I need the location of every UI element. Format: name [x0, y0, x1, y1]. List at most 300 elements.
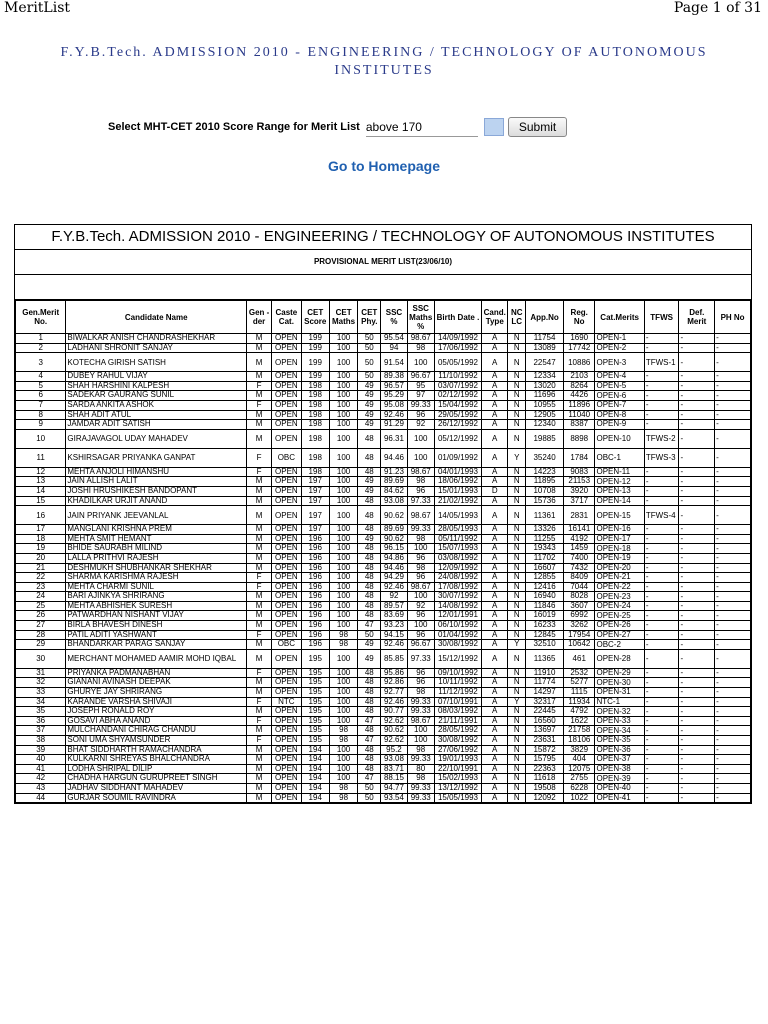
table-cell: OPEN-41 [595, 793, 644, 803]
dropdown-arrow-icon[interactable] [484, 118, 504, 136]
table-cell: A [482, 496, 508, 506]
table-cell: M [246, 496, 271, 506]
table-cell: F [246, 467, 271, 477]
table-cell: 8409 [563, 573, 594, 583]
table-cell: 89.38 [381, 372, 407, 382]
table-cell: N [508, 400, 526, 410]
table-cell: - [679, 736, 715, 746]
table-cell: 197 [301, 486, 329, 496]
table-row [16, 678, 751, 688]
table-cell: OPEN-32 [595, 707, 644, 717]
table-cell: 100 [329, 745, 357, 755]
table-cell: - [679, 716, 715, 726]
table-cell: 22363 [526, 764, 564, 774]
table-cell: SHARMA KARISHMA RAJESH [66, 573, 247, 583]
table-cell: 100 [329, 467, 357, 477]
table-cell: 83.71 [381, 764, 407, 774]
table-cell: 98 [329, 793, 357, 803]
table-row [16, 563, 751, 573]
table-cell: 194 [301, 793, 329, 803]
table-cell: OPEN-22 [595, 582, 644, 592]
table-cell: - [715, 429, 751, 448]
table-cell: TFWS-1 [644, 353, 679, 372]
table-cell: 100 [407, 448, 434, 467]
table-cell: A [482, 716, 508, 726]
table-cell: OPEN-25 [595, 611, 644, 621]
table-cell: 31 [16, 668, 66, 678]
table-cell: JADHAV SIDDHANT MAHADEV [66, 783, 247, 793]
table-cell: N [508, 793, 526, 803]
table-cell: 49 [358, 640, 381, 650]
table-cell: OPEN-38 [595, 764, 644, 774]
table-cell: - [679, 630, 715, 640]
table-cell: - [644, 525, 679, 535]
table-cell: - [644, 334, 679, 344]
table-cell: 15872 [526, 745, 564, 755]
table-cell: 195 [301, 688, 329, 698]
table-cell: 5277 [563, 678, 594, 688]
table-cell: D [482, 486, 508, 496]
table-cell: 49 [358, 391, 381, 401]
table-cell: - [679, 410, 715, 420]
table-cell: N [508, 726, 526, 736]
table-cell: OPEN [272, 582, 301, 592]
table-cell: - [715, 774, 751, 784]
homepage-link[interactable]: Go to Homepage [327, 158, 440, 174]
table-cell: F [246, 630, 271, 640]
table-cell: 197 [301, 506, 329, 525]
table-cell: 15736 [526, 496, 564, 506]
table-cell: F [246, 716, 271, 726]
table-cell: - [679, 525, 715, 535]
table-cell: - [715, 630, 751, 640]
table-cell: 99.33 [407, 400, 434, 410]
table-cell: N [508, 429, 526, 448]
column-header: CET Maths [329, 301, 357, 334]
table-cell: 48 [358, 726, 381, 736]
table-cell: M [246, 611, 271, 621]
table-cell: 11696 [526, 391, 564, 401]
table-cell: A [482, 448, 508, 467]
table-cell: 15/01/1993 [434, 486, 481, 496]
table-cell: 16 [16, 506, 66, 525]
table-cell: N [508, 649, 526, 668]
table-cell: A [482, 621, 508, 631]
table-cell: 100 [329, 601, 357, 611]
table-cell: 10955 [526, 400, 564, 410]
table-cell: 42 [16, 774, 66, 784]
table-cell: - [679, 592, 715, 602]
table-cell: A [482, 429, 508, 448]
table-cell: A [482, 506, 508, 525]
table-cell: - [679, 621, 715, 631]
table-cell: 98.67 [407, 467, 434, 477]
table-cell: OPEN-15 [595, 506, 644, 525]
table-cell: 8387 [563, 420, 594, 430]
table-cell: 8 [16, 410, 66, 420]
table-cell: 15/12/1992 [434, 649, 481, 668]
table-cell: 8898 [563, 429, 594, 448]
table-cell: 5 [16, 381, 66, 391]
table-cell: A [482, 774, 508, 784]
table-cell: - [715, 726, 751, 736]
table-cell: 05/11/1992 [434, 534, 481, 544]
table-row [16, 477, 751, 487]
table-cell: N [508, 716, 526, 726]
table-cell: - [715, 621, 751, 631]
table-cell: JOSHI HRUSHIKESH BANDOPANT [66, 486, 247, 496]
table-cell: 196 [301, 630, 329, 640]
table-cell: 48 [358, 678, 381, 688]
submit-button[interactable]: Submit [508, 117, 567, 137]
table-cell: 48 [358, 764, 381, 774]
table-cell: - [644, 582, 679, 592]
table-cell: OPEN-2 [595, 343, 644, 353]
table-cell: 91.23 [381, 467, 407, 477]
table-row [16, 621, 751, 631]
table-cell: OPEN-16 [595, 525, 644, 535]
table-cell: - [715, 697, 751, 707]
table-cell: 198 [301, 391, 329, 401]
table-cell: - [715, 573, 751, 583]
table-cell: 1022 [563, 793, 594, 803]
table-cell: 98 [407, 688, 434, 698]
table-cell: 17742 [563, 343, 594, 353]
table-cell: - [644, 391, 679, 401]
table-cell: 11774 [526, 678, 564, 688]
table-cell: Y [508, 448, 526, 467]
table-row [16, 697, 751, 707]
table-cell: 6228 [563, 783, 594, 793]
table-cell: 100 [329, 477, 357, 487]
table-cell: OPEN-7 [595, 400, 644, 410]
table-cell: 100 [329, 381, 357, 391]
table-cell: OPEN [272, 621, 301, 631]
table-cell: OPEN [272, 736, 301, 746]
table-cell: 197 [301, 496, 329, 506]
table-cell: 01/04/1992 [434, 630, 481, 640]
table-cell: - [679, 582, 715, 592]
table-cell: M [246, 534, 271, 544]
table-cell: 194 [301, 783, 329, 793]
table-row [16, 496, 751, 506]
table-cell: 48 [358, 688, 381, 698]
table-cell: 196 [301, 640, 329, 650]
table-cell: 48 [358, 611, 381, 621]
table-cell: - [679, 486, 715, 496]
table-cell: A [482, 467, 508, 477]
table-cell: 91.29 [381, 420, 407, 430]
table-cell: 100 [329, 553, 357, 563]
table-cell: - [715, 640, 751, 650]
table-cell: 12334 [526, 372, 564, 382]
table-cell: 100 [329, 678, 357, 688]
table-cell: 99.33 [407, 793, 434, 803]
score-range-select[interactable]: above 170 [366, 118, 478, 137]
table-cell: GHURYE JAY SHRIRANG [66, 688, 247, 698]
table-row [16, 783, 751, 793]
table-cell: 97 [407, 391, 434, 401]
column-header: Birth Date . [434, 301, 481, 334]
table-cell: OPEN-23 [595, 592, 644, 602]
table-cell: - [715, 486, 751, 496]
table-cell: 83.69 [381, 611, 407, 621]
column-header: App.No [526, 301, 564, 334]
table-cell: N [508, 391, 526, 401]
table-cell: - [679, 448, 715, 467]
column-header: Cand. Type [482, 301, 508, 334]
table-cell: F [246, 668, 271, 678]
table-cell: 196 [301, 592, 329, 602]
merit-list-table [15, 300, 751, 803]
table-cell: 11361 [526, 506, 564, 525]
table-cell: 90.77 [381, 707, 407, 717]
table-cell: A [482, 649, 508, 668]
table-cell: OPEN [272, 525, 301, 535]
table-cell: - [679, 755, 715, 765]
table-cell: - [679, 353, 715, 372]
table-cell: 8264 [563, 381, 594, 391]
table-cell: 7 [16, 400, 66, 410]
table-cell: - [715, 400, 751, 410]
table-cell: 48 [358, 525, 381, 535]
table-cell: N [508, 410, 526, 420]
table-cell: 11255 [526, 534, 564, 544]
table-cell: 100 [329, 448, 357, 467]
table-cell: - [715, 391, 751, 401]
table-cell: 195 [301, 649, 329, 668]
table-cell: 21/11/1991 [434, 716, 481, 726]
table-cell: - [715, 688, 751, 698]
table-cell: 23631 [526, 736, 564, 746]
table-cell: 198 [301, 467, 329, 477]
table-cell: 18/06/1992 [434, 477, 481, 487]
table-cell: 100 [329, 563, 357, 573]
column-header: Gen.Merit No. [16, 301, 66, 334]
table-cell: - [715, 353, 751, 372]
table-cell: 100 [329, 525, 357, 535]
table-cell: - [679, 343, 715, 353]
table-cell: 03/07/1992 [434, 381, 481, 391]
table-cell: 50 [358, 372, 381, 382]
table-row [16, 774, 751, 784]
table-cell: - [644, 477, 679, 487]
table-cell: N [508, 688, 526, 698]
table-cell: A [482, 477, 508, 487]
table-cell: 80 [407, 764, 434, 774]
table-cell: - [644, 764, 679, 774]
table-cell: LALLA PRITHVI RAJESH [66, 553, 247, 563]
table-cell: - [644, 496, 679, 506]
table-cell: 93.23 [381, 621, 407, 631]
table-cell: OPEN-14 [595, 496, 644, 506]
column-header: Caste Cat. [272, 301, 301, 334]
table-cell: - [715, 448, 751, 467]
table-cell: - [644, 592, 679, 602]
table-cell: 100 [329, 534, 357, 544]
table-cell: 6992 [563, 611, 594, 621]
table-cell: 1690 [563, 334, 594, 344]
table-cell: OPEN [272, 726, 301, 736]
table-cell: 1 [16, 334, 66, 344]
table-cell: 92 [381, 592, 407, 602]
table-cell: 95.86 [381, 668, 407, 678]
table-cell: A [482, 334, 508, 344]
table-row [16, 668, 751, 678]
table-cell: 198 [301, 429, 329, 448]
table-cell: N [508, 372, 526, 382]
table-cell: - [679, 496, 715, 506]
table-cell: 13/12/1992 [434, 783, 481, 793]
table-cell: 14 [16, 486, 66, 496]
table-cell: - [644, 573, 679, 583]
table-cell: - [715, 334, 751, 344]
table-cell: OPEN-31 [595, 688, 644, 698]
table-cell: 2831 [563, 506, 594, 525]
table-cell: BHANDARKAR PARAG SANJAY [66, 640, 247, 650]
table-cell: OPEN [272, 563, 301, 573]
table-cell: 10 [16, 429, 66, 448]
table-cell: 20 [16, 553, 66, 563]
table-cell: 199 [301, 372, 329, 382]
table-row [16, 582, 751, 592]
table-cell: 05/05/1992 [434, 353, 481, 372]
table-cell: - [644, 372, 679, 382]
table-cell: - [644, 783, 679, 793]
table-cell: 92.46 [381, 582, 407, 592]
table-cell: OPEN-33 [595, 716, 644, 726]
table-cell: 98 [329, 726, 357, 736]
table-cell: 32 [16, 678, 66, 688]
table-cell: - [679, 688, 715, 698]
table-cell: 98 [407, 745, 434, 755]
table-cell: - [644, 630, 679, 640]
table-cell: A [482, 410, 508, 420]
table-spacer [15, 275, 751, 300]
merit-list-table-container [14, 224, 752, 804]
table-cell: - [644, 745, 679, 755]
column-header: Reg. No [563, 301, 594, 334]
table-cell: 37 [16, 726, 66, 736]
table-cell: BARI AJINKYA SHRIRANG [66, 592, 247, 602]
table-cell: A [482, 563, 508, 573]
table-cell: OPEN-37 [595, 755, 644, 765]
table-cell: - [679, 429, 715, 448]
table-cell: 4 [16, 372, 66, 382]
table-cell: - [715, 707, 751, 717]
table-cell: M [246, 563, 271, 573]
table-cell: 199 [301, 334, 329, 344]
table-cell: - [644, 381, 679, 391]
table-cell: OPEN-8 [595, 410, 644, 420]
table-cell: 92 [407, 420, 434, 430]
table-cell: 96 [407, 573, 434, 583]
table-cell: OPEN [272, 496, 301, 506]
table-cell: A [482, 736, 508, 746]
table-cell: 50 [358, 630, 381, 640]
table-cell: 98 [407, 343, 434, 353]
table-cell: 28/05/1992 [434, 726, 481, 736]
table-cell: 30/07/1992 [434, 592, 481, 602]
table-cell: N [508, 506, 526, 525]
table-cell: 100 [407, 544, 434, 554]
table-cell: - [715, 343, 751, 353]
table-cell: N [508, 774, 526, 784]
table-cell: 22 [16, 573, 66, 583]
table-cell: M [246, 391, 271, 401]
table-cell: 07/10/1991 [434, 697, 481, 707]
table-cell: OBC [272, 448, 301, 467]
table-cell: 461 [563, 649, 594, 668]
table-cell: - [715, 381, 751, 391]
table-cell: 100 [329, 774, 357, 784]
table-cell: A [482, 783, 508, 793]
table-cell: 89.69 [381, 525, 407, 535]
table-cell: OPEN [272, 381, 301, 391]
table-cell: 199 [301, 343, 329, 353]
table-cell: 14/08/1992 [434, 601, 481, 611]
table-cell: OPEN [272, 353, 301, 372]
table-cell: F [246, 381, 271, 391]
table-cell: - [644, 707, 679, 717]
table-cell: 11896 [563, 400, 594, 410]
table-cell: A [482, 544, 508, 554]
table-cell: 198 [301, 448, 329, 467]
table-cell: N [508, 353, 526, 372]
table-cell: 47 [358, 736, 381, 746]
table-cell: 194 [301, 745, 329, 755]
table-cell: BIWALKAR ANISH CHANDRASHEKHAR [66, 334, 247, 344]
table-row [16, 400, 751, 410]
table-cell: OPEN [272, 334, 301, 344]
table-cell: 100 [407, 736, 434, 746]
table-cell: N [508, 736, 526, 746]
table-cell: OPEN-5 [595, 381, 644, 391]
table-cell: A [482, 668, 508, 678]
table-cell: OPEN-3 [595, 353, 644, 372]
table-cell: 98.67 [407, 582, 434, 592]
table-cell: 100 [329, 621, 357, 631]
table-cell: 43 [16, 783, 66, 793]
table-cell: 12416 [526, 582, 564, 592]
table-cell: OPEN [272, 477, 301, 487]
table-cell: 09/10/1992 [434, 668, 481, 678]
table-cell: 91.54 [381, 353, 407, 372]
score-range-form [108, 116, 567, 138]
table-cell: 50 [358, 334, 381, 344]
column-header: SSC % [381, 301, 407, 334]
table-cell: OPEN-6 [595, 391, 644, 401]
table-cell: 98.67 [407, 506, 434, 525]
table-cell: - [715, 534, 751, 544]
table-cell: OPEN-11 [595, 467, 644, 477]
table-cell: N [508, 678, 526, 688]
table-cell: A [482, 707, 508, 717]
table-cell: 35240 [526, 448, 564, 467]
table-cell: A [482, 400, 508, 410]
table-cell: A [482, 640, 508, 650]
table-cell: 48 [358, 429, 381, 448]
table-cell: A [482, 343, 508, 353]
table-cell: 48 [358, 745, 381, 755]
table-cell: A [482, 353, 508, 372]
table-cell: 11040 [563, 410, 594, 420]
table-cell: 194 [301, 755, 329, 765]
table-row [16, 553, 751, 563]
table-cell: M [246, 506, 271, 525]
table-cell: BHIDE SAURABH MILIND [66, 544, 247, 554]
table-cell: OPEN-13 [595, 486, 644, 496]
